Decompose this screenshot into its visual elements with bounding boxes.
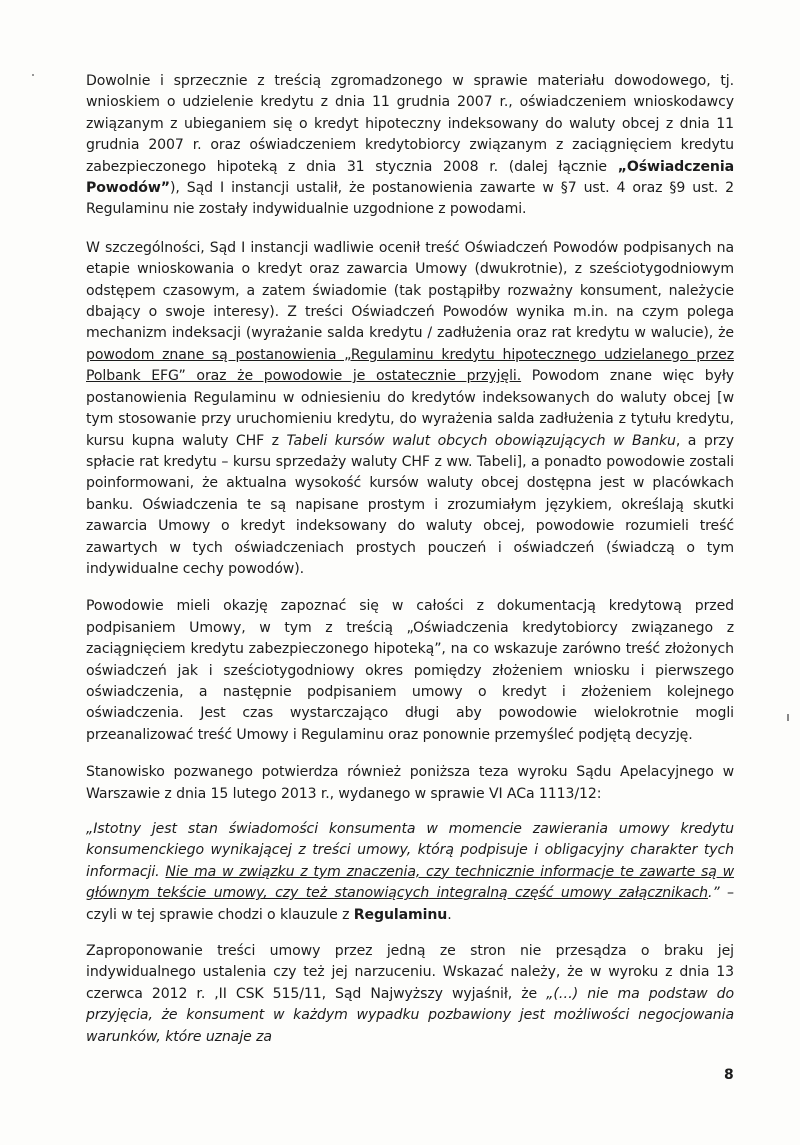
paragraph-5-text-b: . (447, 906, 452, 923)
margin-mark (787, 714, 789, 721)
paragraph-2-text-a: W szczególności, Sąd I instancji wadliwie ocenił treść Oświadczeń Powodów podpisanych na etapie wnioskowania o kredyt oraz zawarcia Umowy (dwukrotnie), z sześciotygodniowym odstępem czasowym, a zatem świadomie (tak postąpiłby rozważny konsument, należycie dbający o swoje interesy). Z treści Oświadczeń Powodów wynika m.in. na czym polega mechanizm indeksacji (wyrażanie salda kredytu / zadłużenia oraz rat kredytu w walucie), że (86, 239, 734, 342)
underlined-regulamin-statement: powodom znane są postanowienia „Regulaminu kredytu hipotecznego udzielanego przez Polbank EFG” oraz że powodowie je ostatecznie przyjęli. (86, 346, 734, 385)
paragraph-2-text-b: Powodom znane więc były postanowienia Regulaminu w odniesieniu do kredytów indeksowanych do waluty obcej [w tym stosowanie przy uruchomieniu kredytu, do wyrażenia salda zadłużenia z tytułu kredytu, kursu kupna waluty CHF z (86, 368, 735, 449)
paragraph-3 (86, 596, 734, 746)
paragraph-6-text: Zaproponowanie treści umowy przez jedną ze stron nie przesądza o braku jej indywidualnego ustalenia czy też jej narzuceniu. Wskazać należy, że w wyroku z dnia 13 czerwca 2012 r. ,II CSK 515/11, Sąd Najwyższy wyjaśnił, że (86, 943, 734, 1002)
paragraph-2-text-c: , a przy spłacie rat kredytu – kursu sprzedaży waluty CHF z ww. Tabeli], a ponadto powodowie zostali poinformowani, że aktualna wysokość kursów waluty obcej dostępna jest w placówkach banku. Oświadczenia te są napisane prostym i zrozumiałym językiem, określają skutki zawarcia Umowy o kredyt indeksowany do waluty obcej, powodowie rozumieli treść zawartych w tych oświadczeniach prostych pouczeń i oświadczeń (świadczą o tym indywidualne cechy powodów). (86, 432, 734, 577)
scan-speck (32, 74, 34, 76)
page-number: 8 (724, 1067, 734, 1083)
paragraph-5-text-a: – czyli w tej sprawie chodzi o klauzule z (86, 885, 734, 923)
paragraph-1-text-a: Dowolnie i sprzecznie z treścią zgromadzonego w sprawie materiału dowodowego, tj. wnioskiem o udzielenie kredytu z dnia 11 grudnia 2007 r., oświadczeniem wnioskodawcy związanym z ubieganiem się o kredyt hipoteczny indeksowany do waluty obcej z dnia 11 grudnia 2007 r. oraz oświadczeniem kredytobiorcy związanym z zaciągnięciem kredytu zabezpieczonego hipoteką z dnia 31 stycznia 2008 r. (dalej łącznie (86, 73, 734, 175)
paragraph-6 (86, 941, 734, 1048)
document-body (86, 71, 734, 1048)
paragraph-4 (86, 762, 734, 805)
paragraph-6-quote: „(…) nie ma podstaw do przyjęcia, że konsument w każdym wypadku pozbawiony jest możliwości negocjowania warunków, które uznaje za (86, 985, 734, 1045)
quote-text-b: .” (708, 885, 720, 902)
paragraph-5-quote (86, 819, 734, 926)
quote-underlined: Nie ma w związku z tym znaczenia, czy technicznie informacje te zawarte są w głównym tekście umowy, czy też stanowiących integralną część umowy załącznikach (86, 863, 735, 902)
quote-text-a: „Istotny jest stan świadomości konsumenta w momencie zawierania umowy kredytu konsumenckiego wynikającej z treści umowy, którą podpisuje i obligacyjny charakter tych informacji. (86, 821, 734, 880)
italic-tabela-kursow: Tabeli kursów walut obcych obowiązujących w Banku (286, 432, 676, 449)
paragraph-2 (86, 238, 734, 581)
paragraph-1 (86, 71, 734, 221)
paragraph-3-text: Powodowie mieli okazję zapoznać się w całości z dokumentacją kredytową przed podpisaniem Umowy, w tym z treścią „Oświadczenia kredytobiorcy związanego z zaciągnięciem kredytu zabezpieczonego hipoteką”, na co wskazuje zarówno treść złożonych oświadczeń jak i sześciotygodniowy okres pomiędzy złożeniem wniosku i pierwszego oświadczenia, a następnie podpisaniem umowy o kredyt i złożeniem kolejnego oświadczenia. Jest czas wystarczająco długi aby powodowie wielokrotnie mogli przeanalizować treść Umowy i Regulaminu oraz ponownie przemyśleć podjętą decyzję. (86, 598, 734, 743)
defined-term-oswiadczenia-powodow: „Oświadczenia Powodów” (86, 158, 734, 197)
bold-regulaminu: Regulaminu (353, 906, 448, 923)
paragraph-4-text: Stanowisko pozwanego potwierdza również poniższa teza wyroku Sądu Apelacyjnego w Warszawie z dnia 15 lutego 2013 r., wydanego w sprawie VI ACa 1113/12: (86, 764, 734, 802)
paragraph-1-text-b: ), Sąd I instancji ustalił, że postanowienia zawarte w §7 ust. 4 oraz §9 ust. 2 Regulaminu nie zostały indywidualnie uzgodnione z powodami. (86, 180, 734, 218)
